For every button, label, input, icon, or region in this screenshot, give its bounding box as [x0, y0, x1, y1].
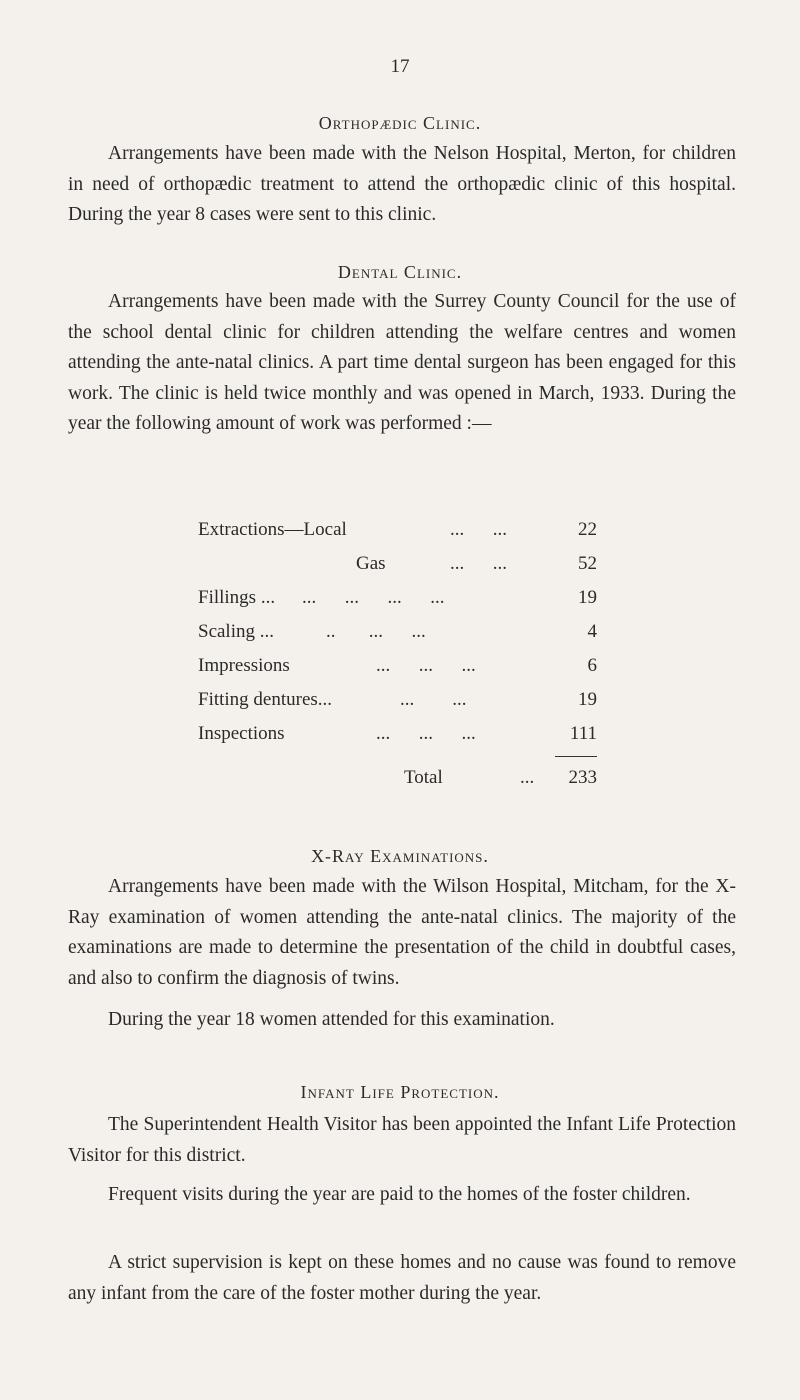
row-label: Fillings ... [198, 587, 276, 608]
leader-dots: ... [520, 767, 535, 788]
page-number: 17 [390, 56, 410, 77]
orthopaedic-paragraph: Arrangements have been made with the Nelson Hospital, Merton, for children in need of orthopædic treatment to attend the orthopædic clinic of this hospital. During the year 8 cases were sent to this clinic. [68, 143, 736, 225]
row-value: 6 [587, 655, 597, 676]
leader-dots: ... ... ... [376, 723, 476, 744]
total-row [0, 767, 800, 793]
row-label: Inspections [198, 723, 285, 744]
row-label: Scaling ... [198, 621, 274, 642]
row-label: Extractions—Local [198, 519, 347, 540]
leader-dots: ... ... ... [376, 655, 476, 676]
xray-heading: X-Ray Examinations. [311, 846, 489, 866]
row-label: Fitting dentures... [198, 689, 333, 710]
row-value: 52 [578, 553, 597, 574]
row-label: Impressions [198, 655, 290, 676]
table-row [0, 655, 800, 681]
row-value: 111 [569, 723, 597, 744]
leader-dots: .. ... ... [326, 621, 426, 642]
xray-attendance-paragraph: During the year 18 women attended for this examination. [108, 1009, 555, 1030]
leader-dots: ... ... [450, 519, 507, 540]
table-row [0, 689, 800, 715]
infant-heading: Infant Life Protection. [300, 1082, 500, 1102]
dental-heading: Dental Clinic. [337, 262, 463, 282]
table-row [0, 621, 800, 647]
orthopaedic-heading: Orthopædic Clinic. [318, 113, 482, 133]
infant-paragraph-3: A strict supervision is kept on these homes and no cause was found to remove any infant from the care of the foster mother during the year. [68, 1252, 736, 1304]
table-row [0, 519, 800, 545]
row-value: 19 [578, 689, 597, 710]
leader-dots: ... ... [450, 553, 507, 574]
total-label: Total [404, 767, 443, 788]
row-label: Gas [356, 553, 386, 574]
table-row [0, 723, 800, 749]
total-rule [555, 756, 597, 757]
leader-dots: ... ... [400, 689, 467, 710]
table-row [0, 553, 800, 579]
infant-paragraph-2: Frequent visits during the year are paid to the homes of the foster children. [108, 1184, 691, 1205]
row-value: 19 [578, 587, 597, 608]
leader-dots: ... ... ... ... [302, 587, 445, 608]
dental-paragraph: Arrangements have been made with the Surrey County Council for the use of the school dental clinic for children attending the welfare centres and women attending the ante-natal clinics. A part time dental surgeon has been engaged for this work. The clinic is held twice monthly and was opened in March, 1933. During the year the following amount of work was performed :— [68, 291, 736, 434]
row-value: 4 [587, 621, 597, 642]
infant-paragraph-1: The Superintendent Health Visitor has been appointed the Infant Life Protection Visitor for this district. [68, 1114, 736, 1166]
xray-paragraph: Arrangements have been made with the Wilson Hospital, Mitcham, for the X-Ray examination of women attending the ante-natal clinics. The majority of the examinations are made to determine the presentation of the child in doubtful cases, and also to confirm the diagnosis of twins. [68, 876, 736, 989]
total-value: 233 [568, 767, 597, 788]
row-value: 22 [578, 519, 597, 540]
table-row [0, 587, 800, 613]
